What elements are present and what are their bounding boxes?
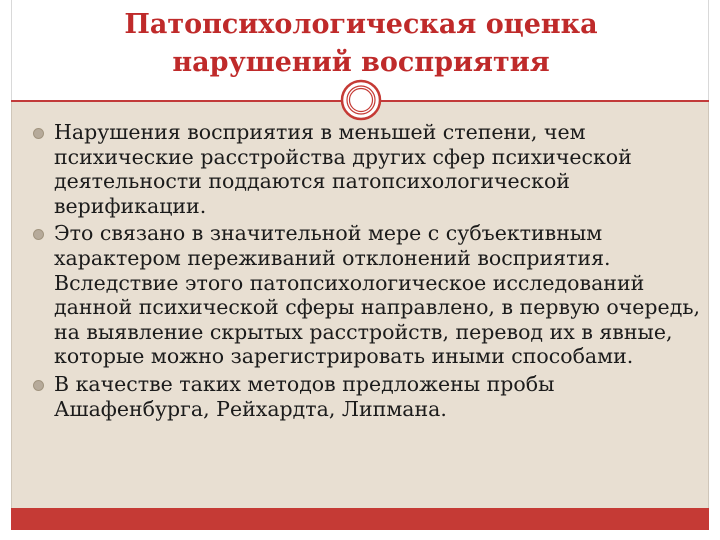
bullet-text: Это связано в значительной мере с субъективным характером переживаний отклонений восприятия. Вследствие этого патопсихологическое исследований данной психической сферы направлено, в первую очередь, на выявление скрытых расстройств, перевод их в явные, которые можно зарегистрировать иными способами. — [54, 221, 700, 369]
double-circle-emblem-icon — [340, 79, 382, 121]
bullet-text: Нарушения восприятия в меньшей степени, чем психические расстройства других сфер психической деятельности поддаются патопсихологической верификации. — [54, 120, 632, 218]
slide-title-line-1: Патопсихологическая оценка — [124, 9, 598, 40]
slide-title-line-2: нарушений восприятия — [172, 47, 550, 78]
bullet-list — [33, 120, 703, 424]
bullet-item — [33, 221, 703, 369]
bullet-item — [33, 120, 703, 218]
round-bullet-icon — [33, 128, 44, 139]
bullet-item — [33, 372, 703, 421]
round-bullet-icon — [33, 229, 44, 240]
bullet-text: В качестве таких методов предложены пробы Ашафенбурга, Рейхардта, Липмана. — [54, 371, 555, 421]
slide — [11, 0, 709, 540]
round-bullet-icon — [33, 380, 44, 391]
footer-accent-bar — [11, 508, 709, 530]
slide-title — [12, 6, 710, 82]
